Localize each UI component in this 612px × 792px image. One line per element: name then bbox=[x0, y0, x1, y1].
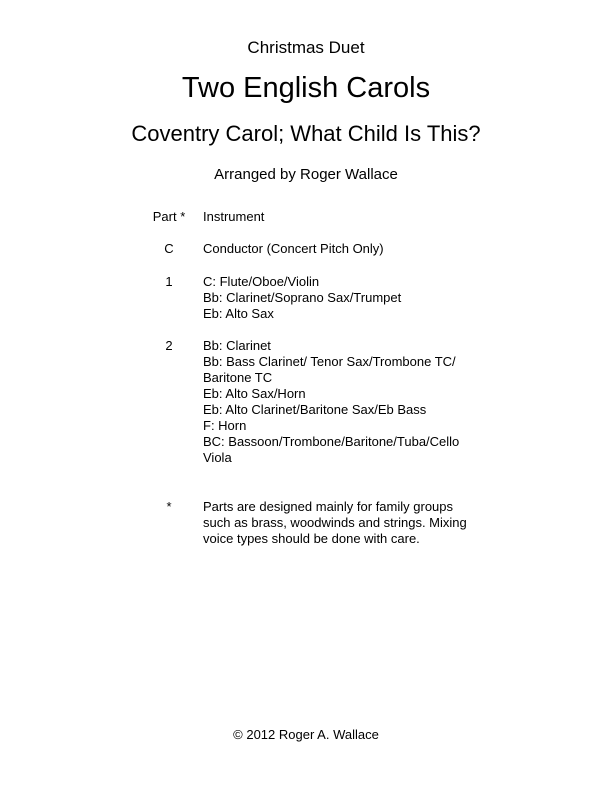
note-line: voice types should be done with care. bbox=[203, 531, 420, 546]
instrument-line: BC: Bassoon/Trombone/Baritone/Tuba/Cello bbox=[203, 434, 460, 449]
copyright-notice: © 2012 Roger A. Wallace bbox=[233, 727, 379, 742]
song-titles: Coventry Carol; What Child Is This? bbox=[131, 121, 481, 146]
instrument-column-header: Instrument bbox=[203, 209, 265, 224]
instrument-line: Conductor (Concert Pitch Only) bbox=[203, 241, 384, 256]
part-label: 1 bbox=[165, 274, 173, 289]
page-title: Two English Carols bbox=[181, 72, 431, 104]
arranger-credit: Arranged by Roger Wallace bbox=[214, 166, 398, 183]
instrument-line: Baritone TC bbox=[203, 370, 273, 385]
instrument-line: Eb: Alto Sax/Horn bbox=[203, 386, 306, 401]
instrument-line: F: Horn bbox=[203, 418, 247, 433]
instrument-line: C: Flute/Oboe/Violin bbox=[203, 274, 320, 289]
note-marker: * bbox=[166, 499, 172, 514]
instrument-line: Bb: Clarinet/Soprano Sax/Trumpet bbox=[203, 290, 402, 305]
instrument-line: Eb: Alto Clarinet/Baritone Sax/Eb Bass bbox=[203, 402, 427, 417]
note-line: Parts are designed mainly for family groups bbox=[203, 499, 454, 514]
note-line: such as brass, woodwinds and strings. Mixing bbox=[203, 515, 467, 530]
part-label: C bbox=[164, 241, 174, 256]
part-column-header: Part * bbox=[152, 209, 186, 224]
part-label: 2 bbox=[165, 338, 173, 353]
instrument-line: Viola bbox=[203, 450, 232, 465]
instrument-line: Bb: Bass Clarinet/ Tenor Sax/Trombone TC/ bbox=[203, 354, 456, 369]
subtitle: Christmas Duet bbox=[247, 38, 365, 57]
instrument-line: Bb: Clarinet bbox=[203, 338, 271, 353]
instrument-line: Eb: Alto Sax bbox=[203, 306, 274, 321]
